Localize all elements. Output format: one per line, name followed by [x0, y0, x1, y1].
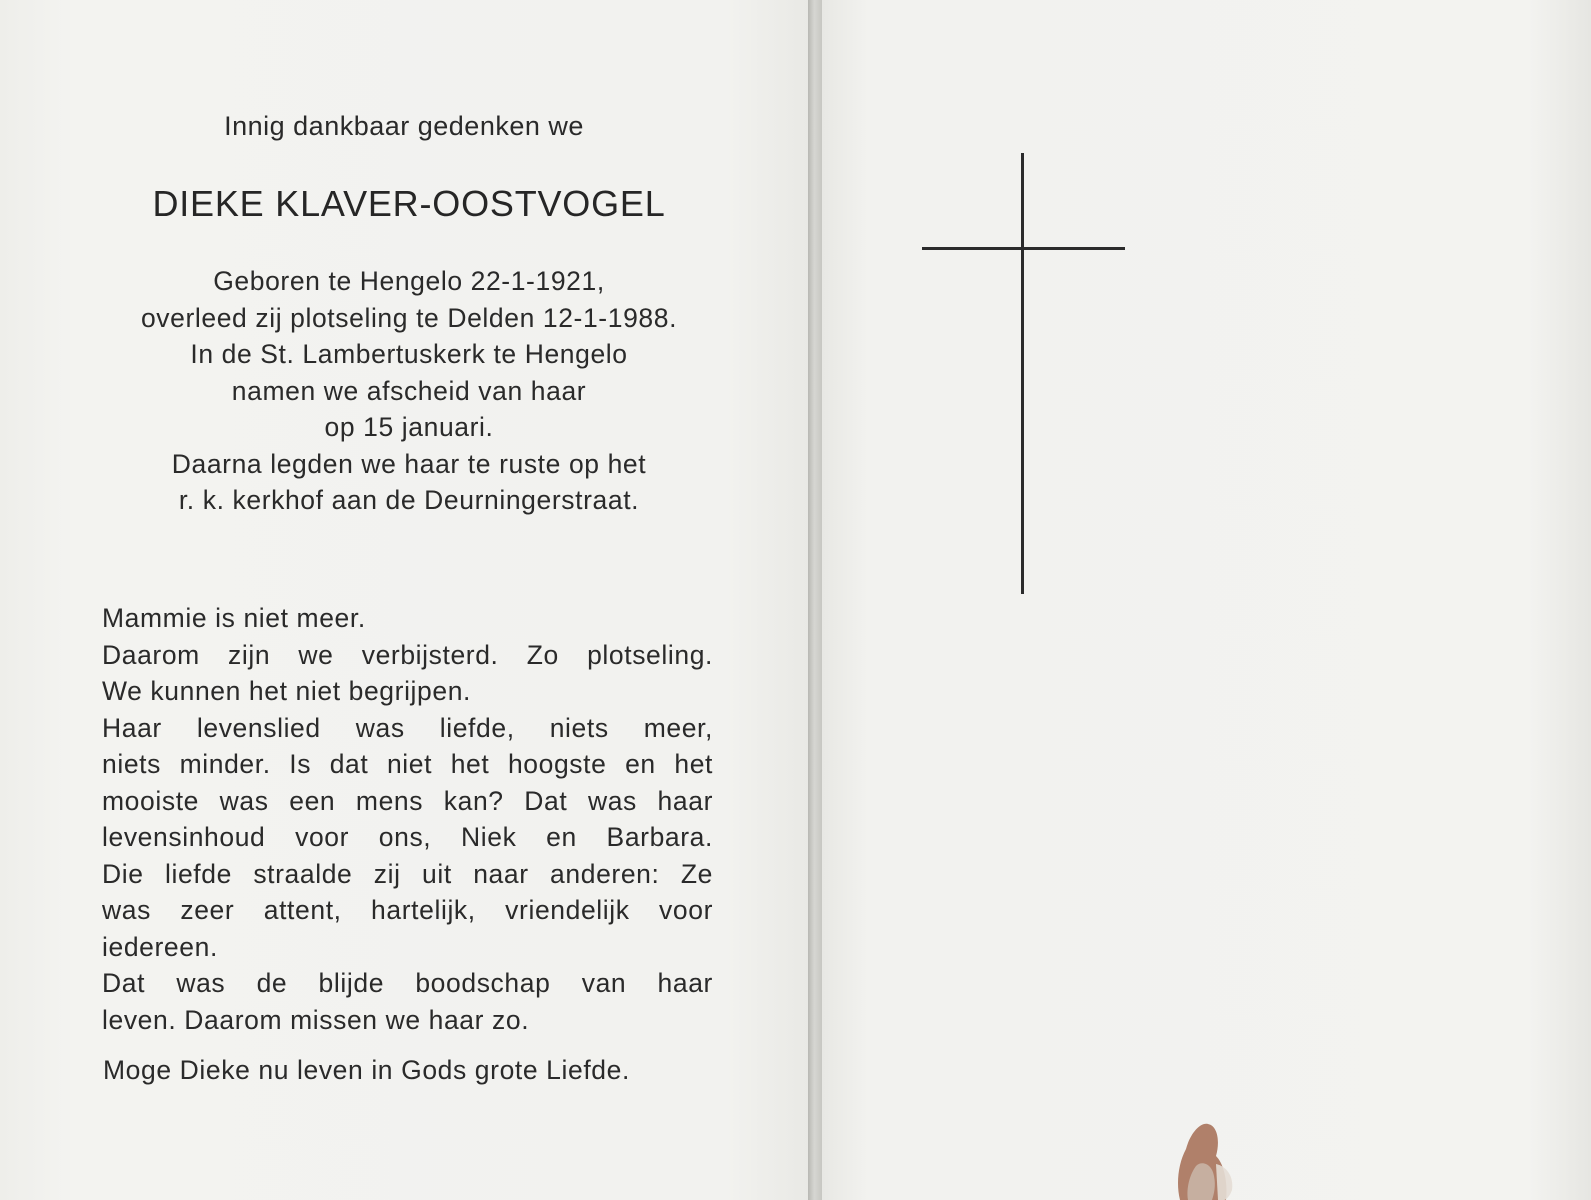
memorial-line: mooiste was een mens kan? Dat was haar [102, 785, 713, 816]
memorial-line: Dat was de blijde boodschap van haar [102, 968, 713, 998]
memorial-line: Mammie is niet meer. [102, 603, 366, 633]
opening-line: Innig dankbaar gedenken we [224, 111, 584, 141]
memorial-line: leven. Daarom missen we haar zo. [102, 1004, 530, 1035]
deceased-name: DIEKE KLAVER-OOSTVOGEL [152, 183, 666, 224]
cross-vertical-bar [1021, 153, 1024, 594]
details-line: r. k. kerkhof aan de Deurningerstraat. [178, 485, 640, 515]
memorial-line: levensinhoud voor ons, Niek en Barbara. [102, 822, 713, 852]
card-fold [808, 0, 822, 1200]
memorial-line: Daarom zijn we verbijsterd. Zo plotseling. [102, 639, 713, 670]
paper-stain [1168, 1104, 1238, 1200]
details-line: namen we afscheid van haar [231, 375, 587, 406]
closing-line: Moge Dieke nu leven in Gods grote Liefde. [103, 1055, 630, 1085]
memorial-line: Die liefde straalde zij uit naar anderen: Ze [102, 858, 713, 889]
details-line: Geboren te Hengelo 22-1-1921, [213, 266, 605, 296]
memorial-line: Haar levenslied was liefde, niets meer, [102, 712, 713, 743]
death-details [0, 263, 818, 519]
memorial-line: We kunnen het niet begrijpen. [102, 676, 472, 706]
memorial-line: was zeer attent, hartelijk, vriendelijk voor [102, 895, 713, 925]
right-page [822, 0, 1591, 1200]
details-line: In de St. Lambertuskerk te Hengelo [190, 339, 628, 369]
memorial-line: iedereen. [102, 931, 218, 962]
memorial-line: niets minder. Is dat niet het hoogste en het [102, 749, 713, 779]
details-line: overleed zij plotseling te Delden 12-1-1988. [140, 302, 678, 333]
cross-horizontal-bar [922, 247, 1125, 250]
memorial-text [102, 600, 713, 1038]
details-line: Daarna legden we haar te ruste op het [171, 448, 647, 479]
details-line: op 15 januari. [324, 412, 494, 442]
